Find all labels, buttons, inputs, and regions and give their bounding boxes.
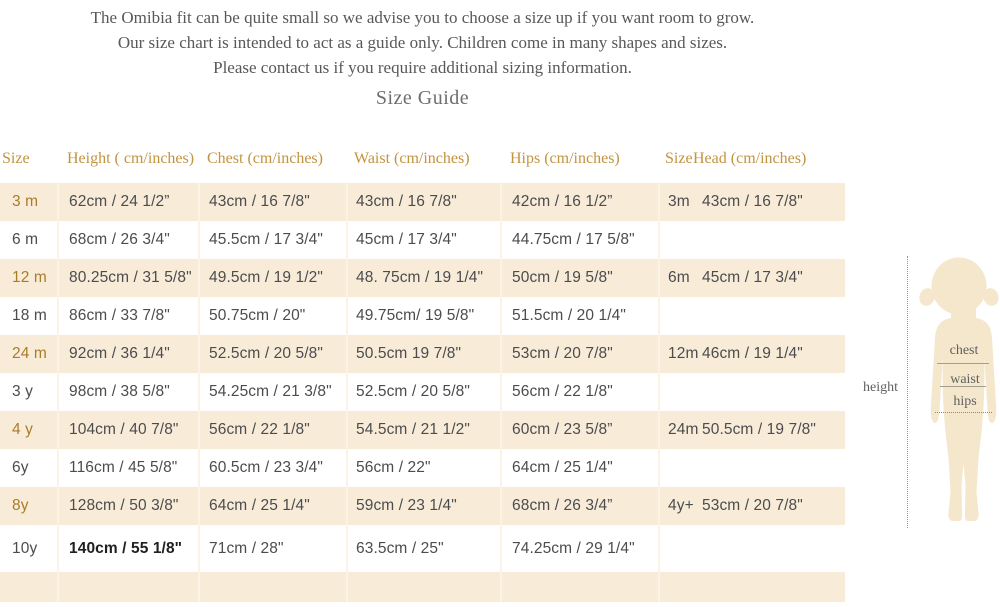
- header-waist: Waist (cm/inches): [354, 150, 470, 167]
- chest-cell: 49.5cm / 19 1/2": [198, 259, 346, 297]
- height-dotted-line: [907, 256, 908, 528]
- waist-cell: 43cm / 16 7/8": [346, 183, 500, 221]
- chest-cell: 54.25cm / 21 3/8": [198, 373, 346, 411]
- table-row: [0, 487, 845, 525]
- table-row: [0, 335, 845, 373]
- head-cell: 50.5cm / 19 7/8": [702, 421, 816, 438]
- height-cell: 104cm / 40 7/8": [57, 411, 198, 449]
- size-cell: 6 m: [12, 231, 39, 248]
- chest-cell: 64cm / 25 1/4": [198, 487, 346, 525]
- hips-cell: 60cm / 23 5/8”: [500, 411, 658, 449]
- waist-line: [940, 386, 986, 387]
- head-cell: 43cm / 16 7/8": [702, 193, 803, 210]
- intro-line-3: Please contact us if you require additional sizing information.: [213, 58, 632, 77]
- height-label: height: [863, 380, 898, 395]
- height-cell: 128cm / 50 3/8": [57, 487, 198, 525]
- size-cell: 6y: [12, 459, 29, 476]
- table-header-row: [0, 144, 845, 183]
- size-cell: 24 m: [12, 345, 47, 362]
- head-cell-group: [658, 525, 845, 572]
- height-cell: 68cm / 26 3/4": [57, 221, 198, 259]
- head-cell-group: [658, 297, 845, 335]
- waist-cell: 49.75cm/ 19 5/8": [346, 297, 500, 335]
- header-size: Size: [2, 150, 30, 167]
- table-row: [0, 297, 845, 335]
- height-cell: [57, 572, 198, 602]
- table-row: [0, 259, 845, 297]
- head-cell-group: [658, 449, 845, 487]
- hips-cell: 68cm / 26 3/4”: [500, 487, 658, 525]
- size-cell: 4 y: [12, 421, 33, 438]
- chest-line: [937, 363, 989, 364]
- header-hips: Hips (cm/inches): [510, 150, 620, 167]
- size-cell: 12 m: [12, 269, 47, 286]
- height-cell: 62cm / 24 1/2”: [57, 183, 198, 221]
- header-size2: Size: [665, 150, 693, 167]
- table-row: [0, 449, 845, 487]
- hips-label: hips: [953, 394, 977, 409]
- table-row: [0, 411, 845, 449]
- table-row: [0, 572, 845, 602]
- head-cell-group: [658, 411, 845, 449]
- size-guide-table: [0, 144, 845, 602]
- size2-cell: 4y+: [668, 497, 694, 514]
- hips-cell: 51.5cm / 20 1/4": [500, 297, 658, 335]
- waist-cell: 59cm / 23 1/4": [346, 487, 500, 525]
- head-cell-group: [658, 487, 845, 525]
- chest-cell: 71cm / 28": [198, 525, 346, 572]
- hips-dotted-line: [935, 412, 992, 413]
- table-row: [0, 525, 845, 572]
- head-cell-group: [658, 221, 845, 259]
- header-head-group: [658, 144, 845, 168]
- chest-cell: 52.5cm / 20 5/8": [198, 335, 346, 373]
- size-cell: 8y: [12, 497, 29, 514]
- hips-cell: [500, 572, 658, 602]
- waist-cell: 45cm / 17 3/4": [346, 221, 500, 259]
- waist-cell: 50.5cm 19 7/8": [346, 335, 500, 373]
- hips-cell: 74.25cm / 29 1/4": [500, 525, 658, 572]
- waist-cell: 54.5cm / 21 1/2": [346, 411, 500, 449]
- header-height: Height ( cm/inches): [67, 150, 195, 167]
- waist-cell: [346, 572, 500, 602]
- head-cell: 45cm / 17 3/4": [702, 269, 803, 286]
- chest-cell: 45.5cm / 17 3/4": [198, 221, 346, 259]
- chest-cell: 43cm / 16 7/8": [198, 183, 346, 221]
- hips-cell: 64cm / 25 1/4": [500, 449, 658, 487]
- intro-line-1: The Omibia fit can be quite small so we advise you to choose a size up if you want room to grow.: [90, 8, 755, 27]
- intro-line-2: Our size chart is intended to act as a guide only. Children come in many shapes and sizes.: [117, 33, 728, 52]
- height-cell: 80.25cm / 31 5/8": [57, 259, 198, 297]
- size2-cell: 24m: [668, 421, 699, 438]
- chest-cell: 56cm / 22 1/8": [198, 411, 346, 449]
- hips-cell: 42cm / 16 1/2”: [500, 183, 658, 221]
- head-cell-group: [658, 259, 845, 297]
- height-cell: 86cm / 33 7/8": [57, 297, 198, 335]
- hips-cell: 53cm / 20 7/8": [500, 335, 658, 373]
- head-cell-group: [658, 572, 845, 602]
- intro-text: [0, 5, 845, 80]
- chest-cell: 60.5cm / 23 3/4": [198, 449, 346, 487]
- waist-cell: 56cm / 22": [346, 449, 500, 487]
- child-silhouette-icon: [912, 256, 1000, 528]
- header-head: Head (cm/inches): [693, 150, 807, 167]
- waist-cell: 52.5cm / 20 5/8": [346, 373, 500, 411]
- chest-cell: [198, 572, 346, 602]
- hips-cell: 56cm / 22 1/8": [500, 373, 658, 411]
- height-cell: 140cm / 55 1/8": [57, 525, 198, 572]
- measurement-figure: [855, 256, 1000, 528]
- page-title: Size Guide: [375, 87, 470, 109]
- table-body: [0, 183, 845, 602]
- waist-cell: 48. 75cm / 19 1/4": [346, 259, 500, 297]
- size-cell: [0, 572, 57, 602]
- waist-cell: 63.5cm / 25": [346, 525, 500, 572]
- chest-cell: 50.75cm / 20": [198, 297, 346, 335]
- header-chest: Chest (cm/inches): [207, 150, 323, 167]
- size2-cell: 12m: [668, 345, 699, 362]
- table-row: [0, 183, 845, 221]
- chest-label: chest: [949, 343, 979, 358]
- head-cell: 53cm / 20 7/8": [702, 497, 803, 514]
- size2-cell: 6m: [668, 269, 690, 286]
- size2-cell: 3m: [668, 193, 690, 210]
- size-cell: 3 y: [12, 383, 33, 400]
- height-cell: 98cm / 38 5/8": [57, 373, 198, 411]
- size-cell: 3 m: [12, 193, 39, 210]
- size-cell: 10y: [12, 539, 38, 557]
- table-row: [0, 373, 845, 411]
- head-cell-group: [658, 373, 845, 411]
- height-cell: 92cm / 36 1/4": [57, 335, 198, 373]
- head-cell-group: [658, 183, 845, 221]
- hips-cell: 50cm / 19 5/8": [500, 259, 658, 297]
- height-cell: 116cm / 45 5/8": [57, 449, 198, 487]
- waist-label: waist: [950, 372, 980, 387]
- size-cell: 18 m: [12, 307, 47, 324]
- head-cell-group: [658, 335, 845, 373]
- hips-cell: 44.75cm / 17 5/8": [500, 221, 658, 259]
- head-cell: 46cm / 19 1/4": [702, 345, 803, 362]
- table-row: [0, 221, 845, 259]
